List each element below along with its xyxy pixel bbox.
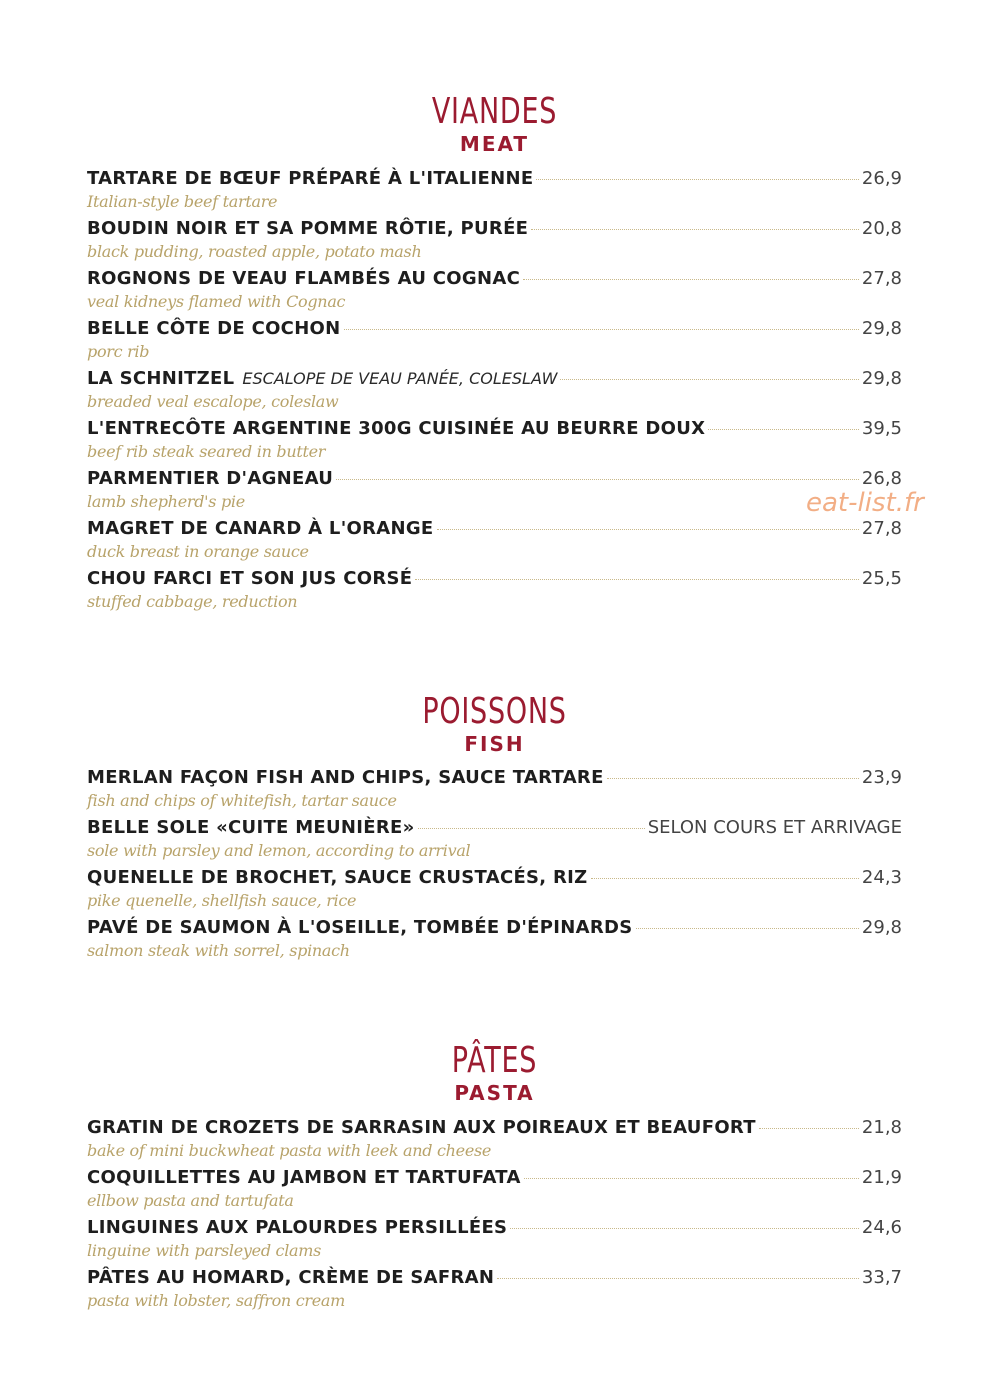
menu-item-description: bake of mini buckwheat pasta with leek and cheese xyxy=(87,1141,492,1160)
dotted-leader xyxy=(415,579,859,580)
menu-item-name: BELLE CÔTE DE COCHON xyxy=(87,318,341,339)
menu-item-name: ROGNONS DE VEAU FLAMBÉS AU COGNAC xyxy=(87,268,521,289)
menu-item-header xyxy=(87,1217,902,1241)
menu-item-header xyxy=(87,1167,902,1191)
dotted-leader xyxy=(497,1278,859,1279)
menu-item-price: 29,8 xyxy=(861,917,902,938)
menu-item-header xyxy=(87,268,902,292)
menu-item-header xyxy=(87,168,902,192)
dotted-leader xyxy=(636,928,859,929)
menu-item-name: GRATIN DE CROZETS DE SARRASIN AUX POIREAUX ET BEAUFORT xyxy=(87,1117,756,1138)
menu-item-description: Italian-style beef tartare xyxy=(87,192,278,211)
fish-section-subtitle: FISH xyxy=(464,732,525,756)
menu-item-name: LINGUINES AUX PALOURDES PERSILLÉES xyxy=(87,1217,508,1238)
menu-item-description: ellbow pasta and tartufata xyxy=(87,1191,294,1210)
menu-item-price: 33,7 xyxy=(861,1267,902,1288)
dotted-leader xyxy=(524,1178,859,1179)
menu-item xyxy=(87,1117,902,1167)
menu-item xyxy=(87,518,902,568)
menu-item xyxy=(87,318,902,368)
menu-item-name: QUENELLE DE BROCHET, SAUCE CRUSTACÉS, RIZ xyxy=(87,867,588,888)
menu-item-header xyxy=(87,867,902,891)
menu-item-description: fish and chips of whitefish, tartar sauce xyxy=(87,791,397,810)
menu-item-price: 24,3 xyxy=(861,867,902,888)
menu-item-price: SELON COURS ET ARRIVAGE xyxy=(647,817,902,838)
menu-item-name: BELLE SOLE «CUITE MEUNIÈRE» xyxy=(87,817,415,838)
menu-item-header xyxy=(87,418,902,442)
meat-section-subtitle: MEAT xyxy=(459,132,530,156)
menu-item-name: BOUDIN NOIR ET SA POMME RÔTIE, PURÉE xyxy=(87,218,529,239)
menu-item-price: 21,8 xyxy=(861,1117,902,1138)
menu-item-name: MAGRET DE CANARD À L'ORANGE xyxy=(87,518,434,539)
meat-section-title: VIANDES xyxy=(431,91,558,132)
menu-item-header xyxy=(87,1267,902,1291)
pasta-section-title: PÂTES xyxy=(451,1040,538,1081)
dotted-leader xyxy=(344,329,859,330)
menu-item-name: PÂTES AU HOMARD, CRÈME DE SAFRAN xyxy=(87,1267,495,1288)
meat-items xyxy=(87,168,902,618)
fish-section xyxy=(0,692,989,756)
menu-item-price: 29,8 xyxy=(861,318,902,339)
menu-item xyxy=(87,767,902,817)
menu-item-name: PARMENTIER D'AGNEAU xyxy=(87,468,334,489)
menu-item-description: duck breast in orange sauce xyxy=(87,542,309,561)
menu-item-header xyxy=(87,1117,902,1141)
menu-item-name: PAVÉ DE SAUMON À L'OSEILLE, TOMBÉE D'ÉPINARDS xyxy=(87,917,633,938)
menu-item-header xyxy=(87,368,902,392)
menu-item-description: salmon steak with sorrel, spinach xyxy=(87,941,350,960)
menu-item-description: breaded veal escalope, coleslaw xyxy=(87,392,339,411)
dotted-leader xyxy=(437,529,859,530)
dotted-leader xyxy=(523,279,859,280)
menu-item-header xyxy=(87,917,902,941)
menu-item-description: black pudding, roasted apple, potato mash xyxy=(87,242,422,261)
menu-item-price: 27,8 xyxy=(861,268,902,289)
menu-item-header xyxy=(87,518,902,542)
dotted-leader xyxy=(531,229,859,230)
fish-section-title: POISSONS xyxy=(422,691,567,732)
dotted-leader xyxy=(536,179,859,180)
pasta-items xyxy=(87,1117,902,1317)
menu-item xyxy=(87,218,902,268)
menu-item-name: L'ENTRECÔTE ARGENTINE 300G CUISINÉE AU BEURRE DOUX xyxy=(87,418,706,439)
pasta-section-subtitle: PASTA xyxy=(454,1081,535,1105)
menu-item-price: 23,9 xyxy=(861,767,902,788)
menu-item-header xyxy=(87,468,902,492)
dotted-leader xyxy=(418,828,645,829)
menu-item-description: sole with parsley and lemon, according to arrival xyxy=(87,841,471,860)
menu-item-header xyxy=(87,568,902,592)
watermark-text: eat-list.fr xyxy=(806,488,924,518)
menu-item xyxy=(87,1167,902,1217)
menu-item xyxy=(87,817,902,867)
menu-item xyxy=(87,1267,902,1317)
menu-item-name: CHOU FARCI ET SON JUS CORSÉ xyxy=(87,568,413,589)
menu-item-description: linguine with parsleyed clams xyxy=(87,1241,322,1260)
menu-item-name: COQUILLETTES AU JAMBON ET TARTUFATA xyxy=(87,1167,521,1188)
menu-item xyxy=(87,1217,902,1267)
menu-item xyxy=(87,568,902,618)
menu-item-header xyxy=(87,817,902,841)
menu-item xyxy=(87,418,902,468)
menu-item xyxy=(87,168,902,218)
menu-item-price: 39,5 xyxy=(861,418,902,439)
pasta-section xyxy=(0,1041,989,1105)
menu-item-name: TARTARE DE BŒUF PRÉPARÉ À L'ITALIENNE xyxy=(87,168,534,189)
menu-item-name-detail: ESCALOPE DE VEAU PANÉE, COLESLAW xyxy=(242,369,558,388)
menu-item-price: 21,9 xyxy=(861,1167,902,1188)
menu-item xyxy=(87,368,902,418)
menu-item xyxy=(87,917,902,967)
dotted-leader xyxy=(336,479,859,480)
menu-item-header xyxy=(87,318,902,342)
menu-item-name: LA SCHNITZEL xyxy=(87,368,235,389)
menu-item-description: beef rib steak seared in butter xyxy=(87,442,326,461)
dotted-leader xyxy=(708,429,859,430)
meat-section xyxy=(0,92,989,156)
menu-item-price: 26,9 xyxy=(861,168,902,189)
dotted-leader xyxy=(759,1128,859,1129)
dotted-leader xyxy=(510,1228,859,1229)
menu-item-header xyxy=(87,767,902,791)
menu-item-description: veal kidneys flamed with Cognac xyxy=(87,292,346,311)
menu-item-name: MERLAN FAÇON FISH AND CHIPS, SAUCE TARTARE xyxy=(87,767,604,788)
menu-item-price: 29,8 xyxy=(861,368,902,389)
menu-item-price: 25,5 xyxy=(861,568,902,589)
menu-item xyxy=(87,468,902,518)
dotted-leader xyxy=(607,778,859,779)
menu-item-price: 20,8 xyxy=(861,218,902,239)
menu-item xyxy=(87,867,902,917)
menu-item-description: pasta with lobster, saffron cream xyxy=(87,1291,345,1310)
menu-item-description: stuffed cabbage, reduction xyxy=(87,592,298,611)
menu-item-price: 27,8 xyxy=(861,518,902,539)
menu-item-price: 24,6 xyxy=(861,1217,902,1238)
menu-item-price: 26,8 xyxy=(861,468,902,489)
fish-items xyxy=(87,767,902,967)
dotted-leader xyxy=(560,379,858,380)
menu-item-description: porc rib xyxy=(87,342,150,361)
dotted-leader xyxy=(591,878,859,879)
menu-item xyxy=(87,268,902,318)
menu-item-header xyxy=(87,218,902,242)
menu-item-description: pike quenelle, shellfish sauce, rice xyxy=(87,891,357,910)
menu-item-description: lamb shepherd's pie xyxy=(87,492,245,511)
